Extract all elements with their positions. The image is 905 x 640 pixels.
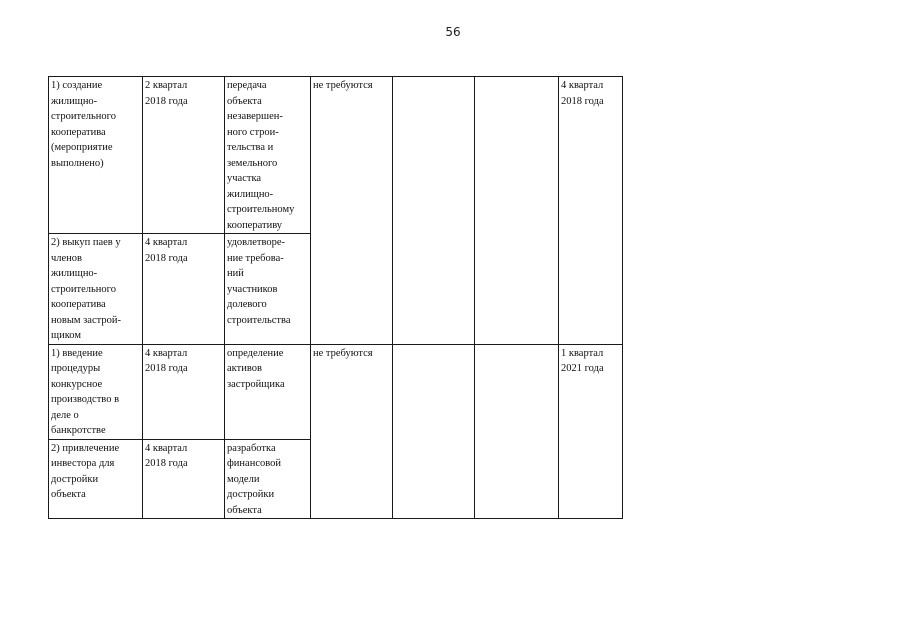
page-number: 56 <box>445 25 461 39</box>
empty-cell <box>393 344 475 519</box>
period-cell: 2 квартал 2018 года <box>143 77 225 234</box>
measure-cell: 2) привлечение инвестора для достройки объекта <box>49 439 143 519</box>
measures-table <box>48 76 623 519</box>
period-cell: 4 квартал 2018 года <box>143 344 225 439</box>
empty-cell <box>393 77 475 345</box>
measure-cell: 2) выкуп паев у членов жилищно- строительного кооператива новым застрой- щиком <box>49 234 143 345</box>
empty-cell <box>475 77 559 345</box>
period-cell: 4 квартал 2018 года <box>143 439 225 519</box>
result-cell: передача объекта незавершен- ного строи- тельства и земельного участка жилищно- строительному кооперативу <box>225 77 311 234</box>
deadline-cell: 4 квартал 2018 года <box>559 77 623 345</box>
result-cell: удовлетворе- ние требова- ний участников долевого строительства <box>225 234 311 345</box>
measure-cell: 1) создание жилищно- строительного кооператива (мероприятие выполнено) <box>49 77 143 234</box>
deadline-cell: 1 квартал 2021 года <box>559 344 623 519</box>
measure-cell: 1) введение процедуры конкурсное производство в деле о банкротстве <box>49 344 143 439</box>
empty-cell <box>475 344 559 519</box>
result-cell: разработка финансовой модели достройки объекта <box>225 439 311 519</box>
resources-cell: не требуются <box>311 344 393 519</box>
period-cell: 4 квартал 2018 года <box>143 234 225 345</box>
table-row <box>49 344 623 439</box>
resources-cell: не требуются <box>311 77 393 345</box>
table-row <box>49 77 623 234</box>
result-cell: определение активов застройщика <box>225 344 311 439</box>
